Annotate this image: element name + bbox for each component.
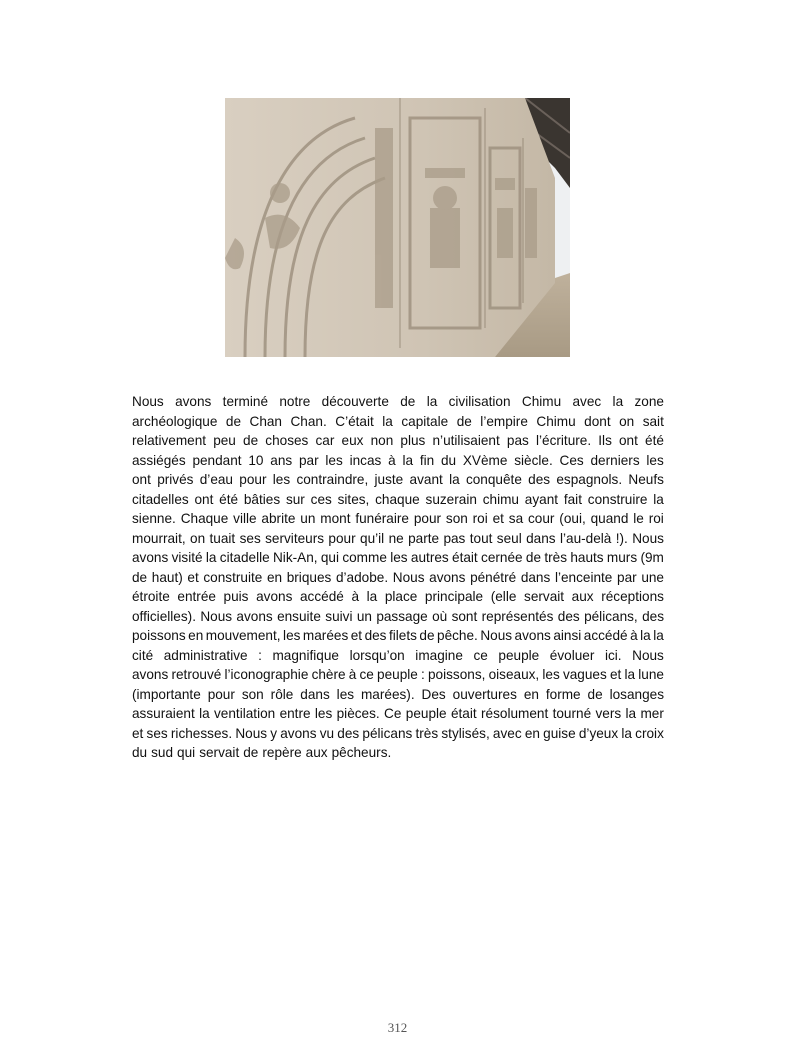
paragraph-line: assiégés pendant 10 ans par les incas à la fin du XVème siècle. Ces derniers les <box>132 452 664 468</box>
paragraph-line: officielles). Nous avons ensuite suivi un passage où sont représentés des pélicans, des <box>132 608 664 624</box>
paragraph-line: mourrait, on tuait ses serviteurs pour qu’il ne parte pas tout seul dans l’au-delà !). Nous <box>132 530 664 546</box>
paragraph-line: étroite entrée puis avons accédé à la place principale (elle servait aux réceptions <box>132 589 664 604</box>
body-paragraph <box>132 392 664 763</box>
paragraph-line: assuraient la ventilation entre les pièces. Ce peuple était résolument tourné vers la mer <box>132 706 664 721</box>
paragraph-line: ont privés d’eau pour les contraindre, juste avant la conquête des espagnols. Neufs <box>132 472 664 487</box>
paragraph-line: cité administrative : magnifique lorsqu’on imagine ce peuple évoluer ici. Nous <box>132 647 664 663</box>
paragraph-line: (importante pour son rôle dans les marées). Des ouvertures en forme de losanges <box>132 686 664 702</box>
paragraph-line: citadelles ont été bâties sur ces sites, chaque suzerain chimu ayant fait construire la <box>132 491 664 507</box>
paragraph-line: et ses richesses. Nous y avons vu des pélicans très stylisés, avec en guise d’yeux la croix <box>132 725 664 741</box>
paragraph-line: du sud qui servait de repère aux pêcheurs. <box>132 745 392 760</box>
paragraph-line: sienne. Chaque ville abrite un mont funéraire pour son roi et sa cour (oui, quand le roi <box>132 511 664 526</box>
paragraph-line: avons retrouvé l’iconographie chère à ce peuple : poissons, oiseaux, les vagues et la lune <box>132 667 664 682</box>
paragraph-line: Nous avons terminé notre découverte de la civilisation Chimu avec la zone <box>132 394 664 409</box>
paragraph-line: avons visité la citadelle Nik-An, qui comme les autres était cernée de très hauts murs (9m <box>132 550 664 565</box>
paragraph-line: poissons en mouvement, les marées et des filets de pêche. Nous avons ainsi accédé à la la <box>132 628 664 643</box>
paragraph-line: archéologique de Chan Chan. C’était la capitale de l’empire Chimu dont on sait <box>132 413 664 429</box>
page-number: 312 <box>387 1020 408 1035</box>
paragraph-line: de haut) et construite en briques d’adobe. Nous avons pénétré dans l’enceinte par une <box>132 569 664 585</box>
carved-wall-photo <box>225 98 570 357</box>
paragraph-line: relativement peu de choses car eux non plus n’utilisaient pas l’écriture. Ils ont été <box>132 433 664 448</box>
